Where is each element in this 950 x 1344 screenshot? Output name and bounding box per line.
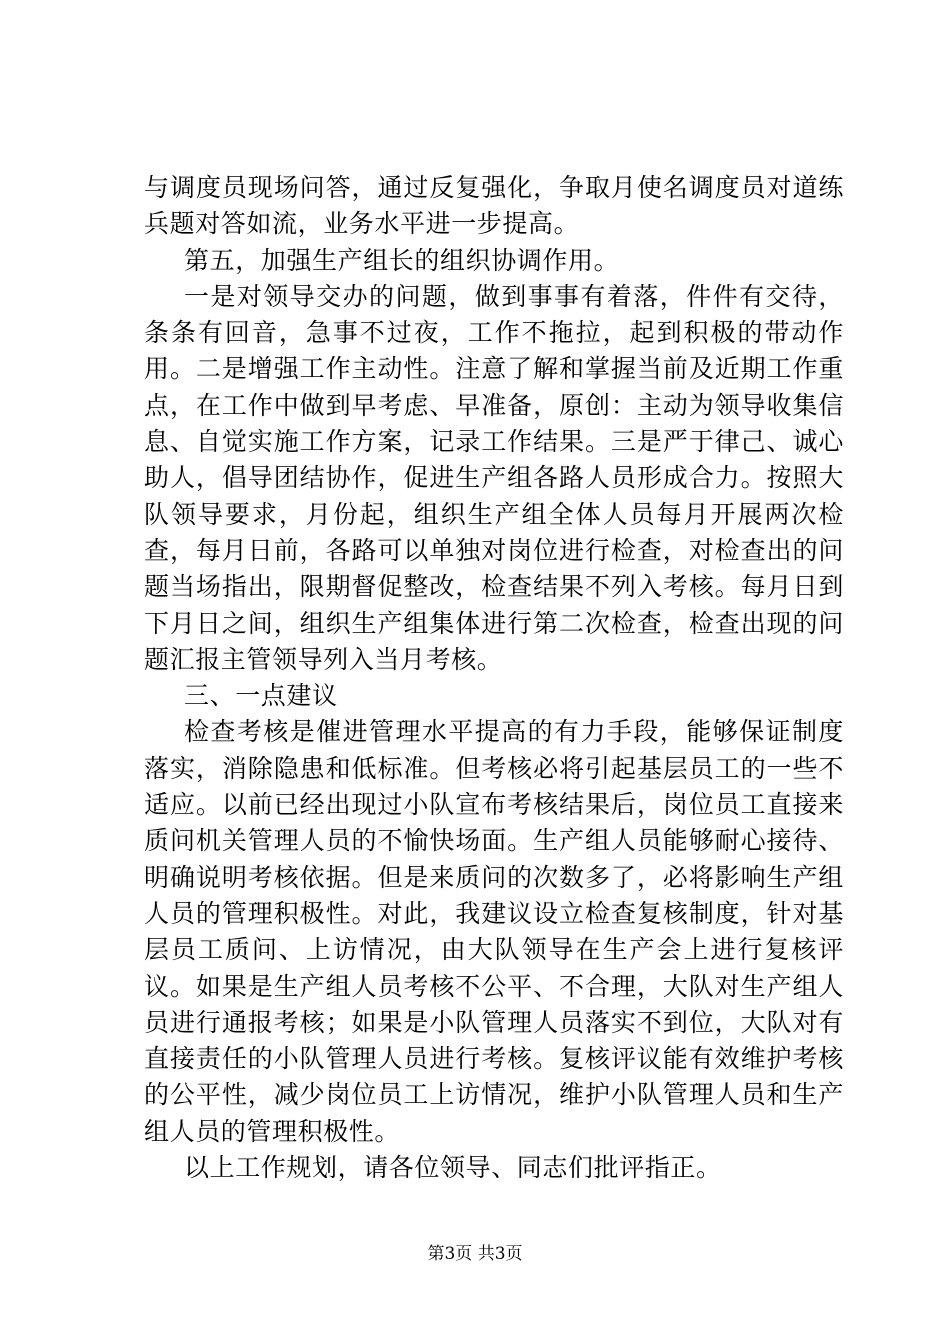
document-body [144, 170, 844, 1186]
paragraph-5: 检查考核是催进管理水平提高的有力手段，能够保证制度落实，消除隐患和低标准。但考核必将引起基层员工的一些不适应。以前已经出现过小队宣布考核结果后，岗位员工直接来质问机关管理人员的不愉快场面。生产组人员能够耐心接待、明确说明考核依据。但是来质问的次数多了，必将影响生产组人员的管理积极性。对此，我建议设立检查复核制度，针对基层员工质问、上访情况，由大队领导在生产会上进行复核评议。如果是生产组人员考核不公平、不合理，大队对生产组人员进行通报考核；如果是小队管理人员落实不到位，大队对有直接责任的小队管理人员进行考核。复核评议能有效维护考核的公平性，减少岗位员工上访情况，维护小队管理人员和生产组人员的管理积极性。 [144, 717, 844, 1146]
section-heading: 三、一点建议 [184, 681, 338, 711]
closing-paragraph: 以上工作规划，请各位领导、同志们批评指正。 [184, 1153, 722, 1183]
page-footer: 第3页 共3页 [427, 1244, 523, 1264]
paragraph-1: 与调度员现场问答，通过反复强化，争取月使名调度员对道练兵题对答如流，业务水平进一步提高。 [144, 173, 844, 239]
paragraph-3: 一是对领导交办的问题，做到事事有着落，件件有交待，条条有回音，急事不过夜，工作不拖拉，起到积极的带动作用。二是增强工作主动性。注意了解和掌握当前及近期工作重点，在工作中做到早考虑、早准备，原创：主动为领导收集信息、自觉实施工作方案，记录工作结果。三是严于律己、诚心助人，倡导团结协作，促进生产组各路人员形成合力。按照大队领导要求，月份起，组织生产组全体人员每月开展两次检查，每月日前，各路可以单独对岗位进行检查，对检查出的问题当场指出，限期督促整改，检查结果不列入考核。每月日到下月日之间，组织生产组集体进行第二次检查，检查出现的问题汇报主管领导列入当月考核。 [144, 281, 844, 674]
paragraph-2: 第五，加强生产组长的组织协调作用。 [184, 245, 620, 275]
